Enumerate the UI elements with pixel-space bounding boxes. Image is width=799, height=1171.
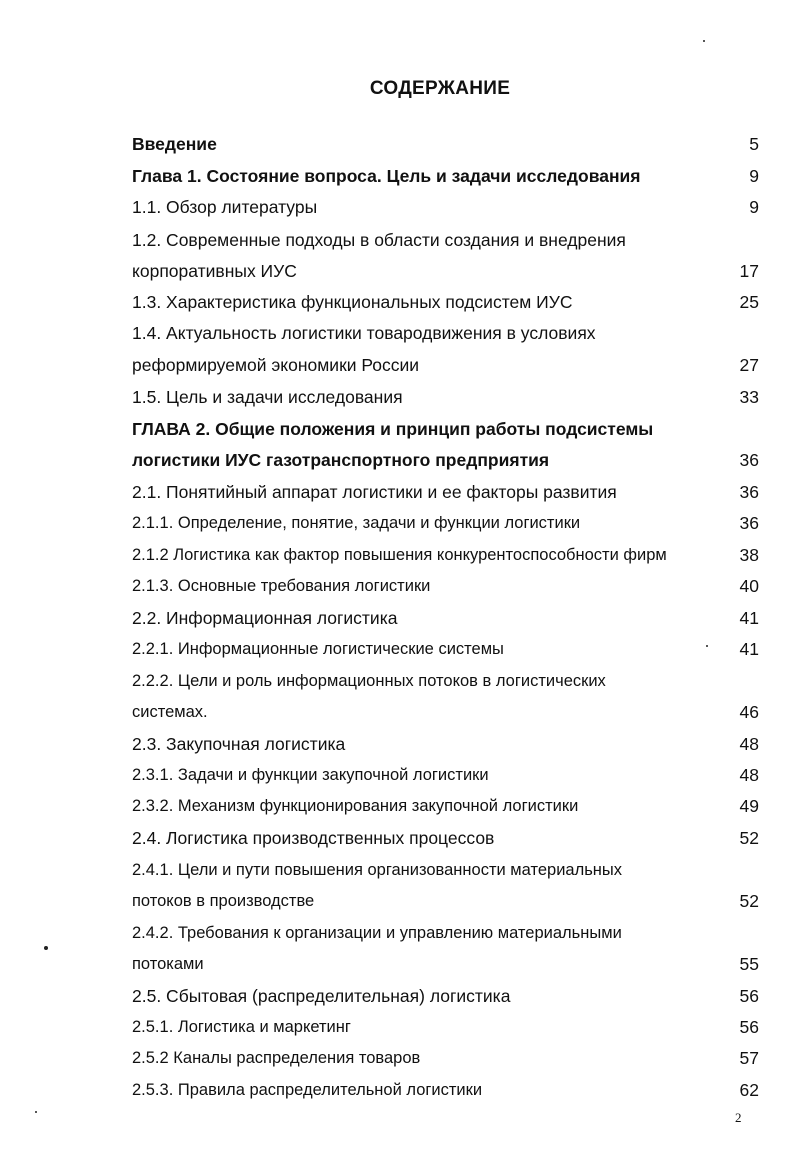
toc-page-number: 55 bbox=[739, 954, 759, 974]
toc-entry-introduction: Введение bbox=[132, 134, 217, 154]
toc-page-number: 49 bbox=[739, 796, 759, 816]
toc-entry-continuation: потоков в производстве bbox=[132, 892, 315, 910]
toc-page-number: 48 bbox=[739, 734, 759, 754]
toc-page-number: 41 bbox=[739, 608, 759, 628]
scan-speck bbox=[35, 1111, 37, 1113]
toc-page-number: 36 bbox=[739, 450, 759, 470]
toc-entry-chapter-2: ГЛАВА 2. Общие положения и принцип работы подсистемы bbox=[132, 419, 654, 439]
toc-entry-continuation: системах. bbox=[132, 703, 208, 721]
toc-page-number: 33 bbox=[739, 387, 759, 407]
page-title: СОДЕРЖАНИЕ bbox=[369, 78, 511, 99]
toc-entry: 2.2.2. Цели и роль информационных потоков в логистических bbox=[132, 672, 606, 690]
page-number: 2 bbox=[735, 1110, 742, 1125]
toc-page-number: 36 bbox=[739, 513, 759, 533]
toc-page-number: 57 bbox=[739, 1048, 759, 1068]
scan-speck bbox=[44, 946, 48, 950]
scan-speck bbox=[703, 40, 705, 42]
toc-entry: 1.3. Характеристика функциональных подсистем ИУС bbox=[132, 292, 573, 312]
toc-page-number: 41 bbox=[739, 639, 759, 659]
toc-entry-continuation: потоками bbox=[132, 955, 204, 973]
toc-entry: 2.3. Закупочная логистика bbox=[132, 734, 346, 754]
toc-entry: 2.1.2 Логистика как фактор повышения конкурентоспособности фирм bbox=[132, 546, 667, 564]
toc-entry: 1.5. Цель и задачи исследования bbox=[132, 387, 403, 407]
toc-entry: 1.1. Обзор литературы bbox=[132, 197, 318, 217]
toc-entry: 2.2.1. Информационные логистические системы bbox=[132, 640, 504, 658]
toc-page-number: 36 bbox=[739, 482, 759, 502]
toc-entry: 2.4. Логистика производственных процессов bbox=[132, 828, 495, 848]
toc-page-number: 52 bbox=[739, 891, 759, 911]
toc-page-number: 40 bbox=[739, 576, 759, 596]
toc-page-number: 5 bbox=[749, 134, 759, 154]
toc-page-number: 52 bbox=[739, 828, 759, 848]
toc-page-number: 9 bbox=[749, 166, 759, 186]
toc-page-number: 38 bbox=[739, 545, 759, 565]
toc-entry: 2.5.1. Логистика и маркетинг bbox=[132, 1018, 351, 1036]
toc-entry: 2.1.3. Основные требования логистики bbox=[132, 577, 431, 595]
toc-entry: 1.2. Современные подходы в области создания и внедрения bbox=[132, 230, 626, 250]
toc-entry: 2.5.3. Правила распределительной логистики bbox=[132, 1081, 483, 1099]
toc-entry: 2.1.1. Определение, понятие, задачи и функции логистики bbox=[132, 514, 581, 532]
toc-entry-chapter-2-continuation: логистики ИУС газотранспортного предприятия bbox=[132, 450, 550, 470]
toc-entry-continuation: корпоративных ИУС bbox=[132, 261, 297, 281]
toc-entry: 1.4. Актуальность логистики товародвижения в условиях bbox=[132, 323, 596, 343]
toc-entry: 2.4.2. Требования к организации и управлению материальными bbox=[132, 924, 622, 942]
toc-entry: 2.5.2 Каналы распределения товаров bbox=[132, 1049, 421, 1067]
toc-entry-continuation: реформируемой экономики России bbox=[132, 355, 420, 375]
toc-page-number: 27 bbox=[739, 355, 759, 375]
toc-entry: 2.1. Понятийный аппарат логистики и ее факторы развития bbox=[132, 482, 617, 502]
toc-page-number: 62 bbox=[739, 1080, 759, 1100]
toc-entry: 2.5. Сбытовая (распределительная) логистика bbox=[132, 986, 511, 1006]
toc-page-number: 56 bbox=[739, 1017, 759, 1037]
toc-entry: 2.2. Информационная логистика bbox=[132, 608, 398, 628]
toc-page-number: 56 bbox=[739, 986, 759, 1006]
toc-page-number: 9 bbox=[749, 197, 759, 217]
toc-page-number: 46 bbox=[739, 702, 759, 722]
toc-page-number: 25 bbox=[739, 292, 759, 312]
toc-page-number: 17 bbox=[739, 261, 759, 281]
toc-entry: 2.4.1. Цели и пути повышения организованности материальных bbox=[132, 861, 623, 879]
toc-page-number: 48 bbox=[739, 765, 759, 785]
scan-speck bbox=[706, 645, 708, 647]
toc-entry-chapter-1: Глава 1. Состояние вопроса. Цель и задачи исследования bbox=[132, 166, 641, 186]
toc-entry: 2.3.2. Механизм функционирования закупочной логистики bbox=[132, 797, 579, 815]
toc-entry: 2.3.1. Задачи и функции закупочной логистики bbox=[132, 766, 489, 784]
